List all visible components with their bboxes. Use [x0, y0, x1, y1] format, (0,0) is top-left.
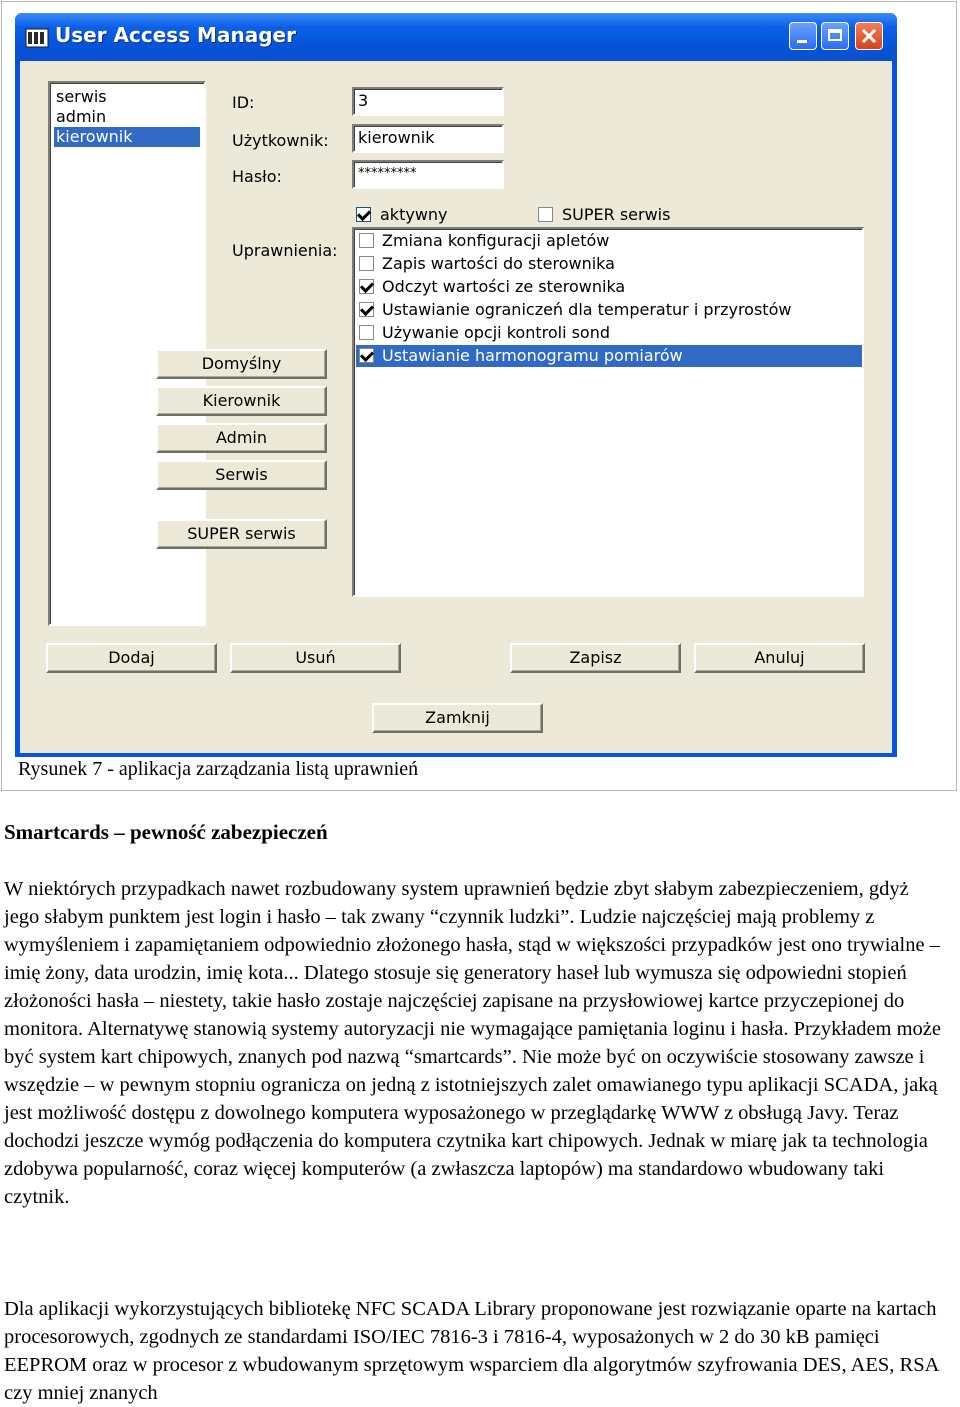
permission-item[interactable] [356, 276, 862, 298]
preset-admin-button[interactable]: Admin [156, 423, 327, 453]
window-client-area [20, 61, 892, 753]
id-label: ID: [232, 93, 255, 112]
permission-item[interactable] [356, 253, 862, 275]
minimize-button[interactable] [789, 22, 817, 50]
close-window-button[interactable] [855, 22, 883, 50]
permission-checkbox[interactable] [359, 348, 374, 363]
preset-super-service-button[interactable]: SUPER serwis [156, 519, 327, 549]
preset-manager-button[interactable]: Kierownik [156, 386, 327, 416]
permission-label: Zmiana konfiguracji apletów [382, 231, 610, 250]
permissions-label: Uprawnienia: [232, 241, 338, 260]
user-list-item[interactable]: serwis [56, 87, 107, 106]
close-icon [861, 28, 877, 44]
permission-item[interactable] [356, 322, 862, 344]
maximize-button[interactable] [821, 22, 849, 50]
permission-label: Zapis wartości do sterownika [382, 254, 615, 273]
id-value: 3 [358, 91, 369, 110]
username-value[interactable]: kierownik [358, 128, 435, 147]
password-field[interactable] [352, 160, 504, 189]
section-heading: Smartcards – pewność zabezpieczeń [4, 820, 328, 844]
super-service-checkbox[interactable] [538, 207, 553, 222]
window-title: User Access Manager [55, 23, 296, 47]
permission-item[interactable] [356, 230, 862, 252]
active-checkbox[interactable] [356, 207, 371, 222]
user-list-item-selected[interactable]: kierownik [54, 127, 200, 147]
user-label: Użytkownik: [232, 131, 329, 150]
permission-label: Ustawianie harmonogramu pomiarów [382, 346, 683, 365]
permission-checkbox[interactable] [359, 325, 374, 340]
password-label: Hasło: [232, 167, 282, 186]
permission-item-selected[interactable] [356, 345, 862, 367]
permissions-list[interactable] [352, 227, 864, 597]
id-field[interactable] [352, 87, 504, 116]
save-button[interactable]: Zapisz [510, 643, 681, 673]
remove-button[interactable]: Usuń [230, 643, 401, 673]
permission-item[interactable] [356, 299, 862, 321]
cancel-button[interactable]: Anuluj [694, 643, 865, 673]
title-bar[interactable] [15, 13, 897, 61]
permission-label: Odczyt wartości ze sterownika [382, 277, 626, 296]
user-access-manager-window [15, 13, 897, 757]
user-list-item[interactable]: admin [56, 107, 107, 126]
permission-label: Ustawianie ograniczeń dla temperatur i przyrostów [382, 300, 792, 319]
super-service-label: SUPER serwis [562, 205, 671, 224]
figure-caption: Rysunek 7 - aplikacja zarządzania listą uprawnień [18, 758, 419, 780]
permission-checkbox[interactable] [359, 233, 374, 248]
username-field[interactable] [352, 124, 504, 153]
close-button[interactable]: Zamknij [372, 703, 543, 733]
active-label: aktywny [380, 205, 448, 224]
body-paragraph: W niektórych przypadkach nawet rozbudowany system uprawnień będzie zbyt słabym zabezpieczeniem, gdyż jego słabym punktem jest login i hasło – tak zwany “czynnik ludzki”. Ludzie najczęściej mają problemy z wymyśleniem i zapamiętaniem odpowiednio złożonego hasła, stąd w większości przypadków jest ono trywialne – imię żony, data urodzin, imię kota... Dlatego stosuje się generatory haseł lub wymusza się odpowiedni stopień złożoności hasła – niestety, takie hasło zostaje najczęściej zapisane na przysłowiowej kartce przyczepionej do monitora. Alternatywę stanowią systemy autoryzacji nie wymagające pamiętania loginu i hasła. Przykładem może być system kart chipowych, znanych pod nazwą “smartcards”. Nie może być on oczywiście stosowany zawsze i wszędzie – w pewnym stopniu ogranicza on jedną z istotniejszych zalet omawianego typu aplikacji SCADA, jaką jest możliwość dostępu z dowolnego komputera wyposażonego w przeglądarkę WWW z obsługą Javy. Teraz dochodzi jeszcze wymóg podłączenia do komputera czytnika kart chipowych. Jednak w miarę jak ta technologia zdobywa popularność, coraz więcej komputerów (a zwłaszcza laptopów) ma standardowo wbudowany taki czytnik. [4, 878, 942, 1208]
body-paragraph: Dla aplikacji wykorzystujących bibliotekę NFC SCADA Library proponowane jest rozwiązanie oparte na kartach procesorowych, zgodnych ze standardami ISO/IEC 7816-3 i 7816-4, wyposażonych w 2 do 30 kB pamięci EEPROM oraz w procesor z wbudowanym sprzętowym wsparciem dla algorytmów szyfrowania DES, AES, RSA czy mniej znanych [4, 1298, 939, 1404]
permission-checkbox[interactable] [359, 302, 374, 317]
permission-label: Używanie opcji kontroli sond [382, 323, 611, 342]
add-button[interactable]: Dodaj [46, 643, 217, 673]
preset-default-button[interactable]: Domyślny [156, 349, 327, 379]
permission-checkbox[interactable] [359, 256, 374, 271]
app-icon [25, 26, 49, 50]
permission-checkbox[interactable] [359, 279, 374, 294]
password-value[interactable]: ********* [358, 166, 417, 181]
preset-service-button[interactable]: Serwis [156, 460, 327, 490]
